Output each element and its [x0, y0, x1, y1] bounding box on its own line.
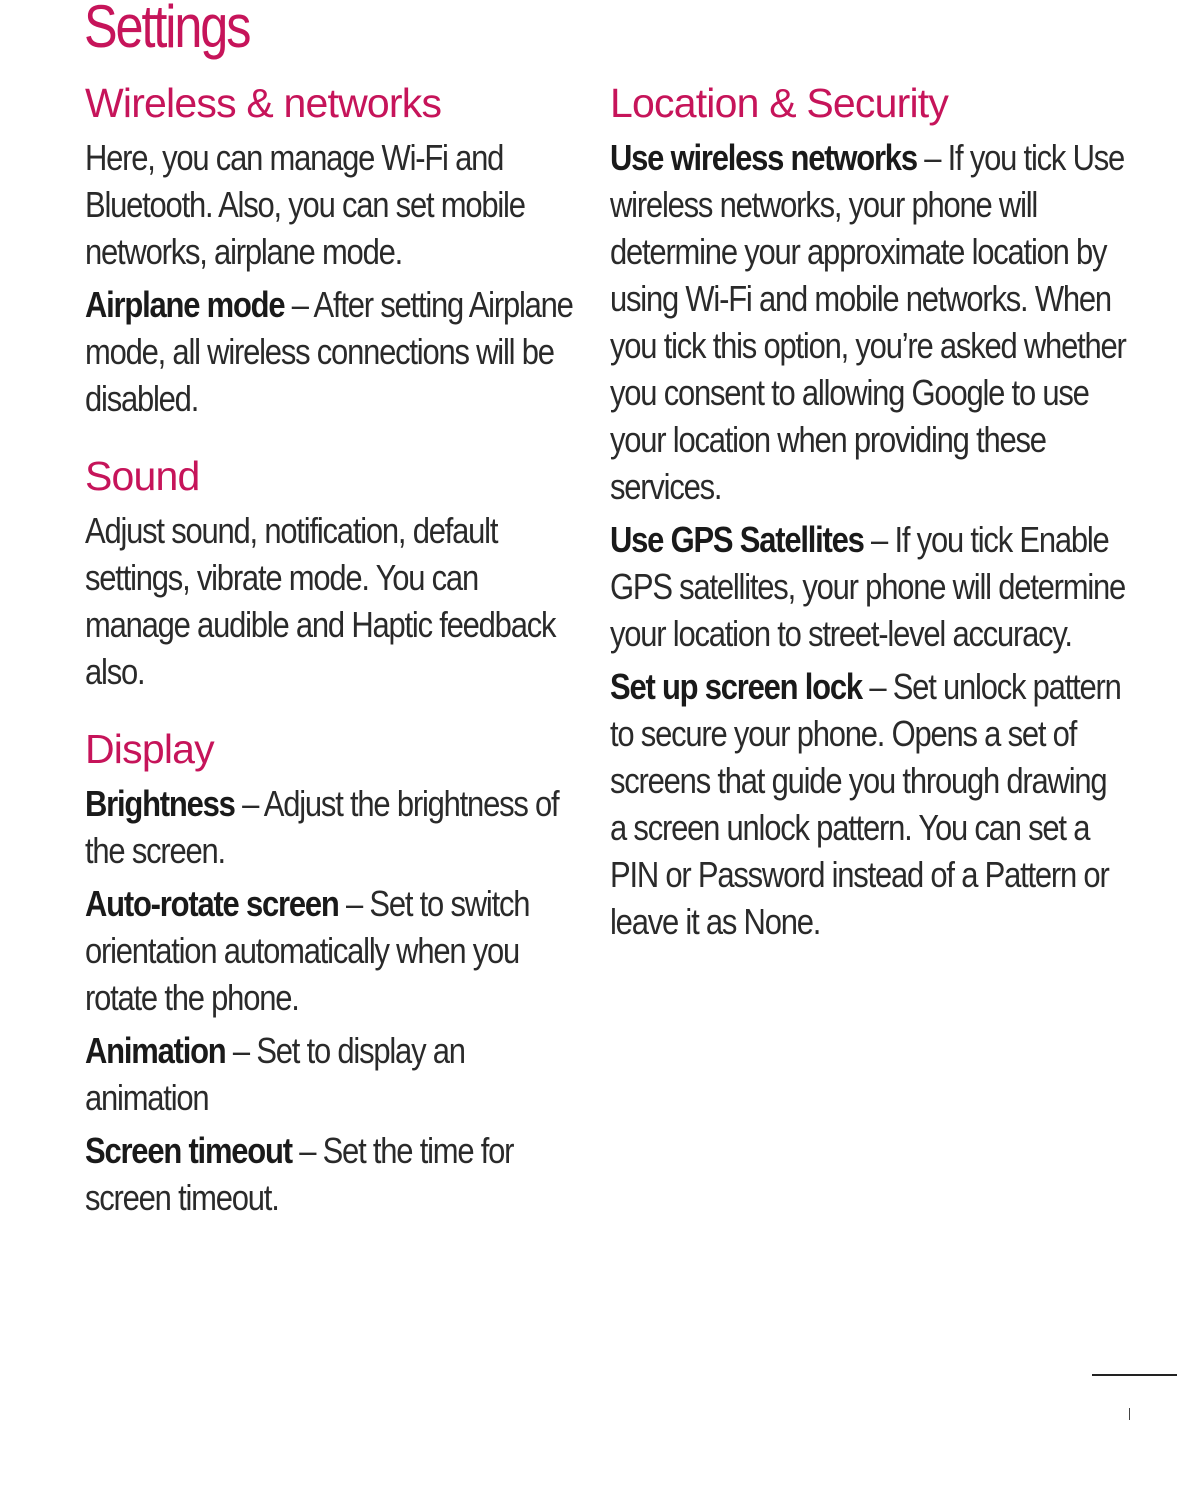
- screen-timeout-term: Screen timeout: [85, 1130, 292, 1171]
- brightness-term: Brightness: [85, 783, 235, 824]
- animation-item: [85, 1027, 579, 1121]
- section-heading-location: Location & Security: [610, 80, 949, 126]
- brightness-desc: – Adjust the brightness of the screen.: [85, 783, 559, 871]
- section-display: [85, 720, 580, 1221]
- use-gps-item: [610, 516, 1129, 657]
- section-wireless-networks: [85, 74, 580, 422]
- use-wireless-networks-desc: – If you tick Use wireless networks, your phone will determine your approximate location by using Wi-Fi and mobile networks. When you tick this option, you’re asked whether you consent to allowing Google to use your location when providing these services.: [610, 137, 1126, 507]
- section-location-security: [610, 74, 1130, 945]
- section-sound: [85, 447, 580, 695]
- screen-lock-desc: – Set unlock pattern to secure your phone. Opens a set of screens that guide you through drawing a screen unlock pattern. You can set a PIN or Password instead of a Pattern or leave it as None.: [610, 666, 1121, 942]
- brightness-item: [85, 780, 579, 874]
- airplane-mode-desc: – After setting Airplane mode, all wireless connections will be disabled.: [85, 284, 573, 419]
- page-title: Settings: [84, 0, 250, 60]
- screen-timeout-item: [85, 1127, 579, 1221]
- use-gps-desc: – If you tick Enable GPS satellites, your phone will determine your location to street-level accuracy.: [610, 519, 1126, 654]
- screen-lock-term: Set up screen lock: [610, 666, 862, 707]
- auto-rotate-desc: – Set to switch orientation automatically when you rotate the phone.: [85, 883, 530, 1018]
- auto-rotate-item: [85, 880, 579, 1021]
- page-number-mark: [1129, 1408, 1130, 1420]
- section-heading-sound: Sound: [85, 453, 200, 499]
- right-column: [610, 74, 1130, 970]
- screen-timeout-desc: – Set the time for screen timeout.: [85, 1130, 514, 1218]
- wireless-intro: Here, you can manage Wi-Fi and Bluetooth. Also, you can set mobile networks, airplane mode.: [85, 137, 525, 272]
- animation-term: Animation: [85, 1030, 226, 1071]
- section-heading-display: Display: [85, 726, 214, 772]
- section-heading-wireless: Wireless & networks: [85, 80, 442, 126]
- use-gps-term: Use GPS Satellites: [610, 519, 864, 560]
- left-column: [85, 74, 580, 1246]
- auto-rotate-term: Auto-rotate screen: [85, 883, 339, 924]
- animation-desc: – Set to display an animation: [85, 1030, 465, 1118]
- footer-rule: [1092, 1374, 1177, 1376]
- use-wireless-networks-item: [610, 134, 1129, 510]
- use-wireless-networks-term: Use wireless networks: [610, 137, 917, 178]
- airplane-mode-term: Airplane mode: [85, 284, 285, 325]
- sound-desc: Adjust sound, notification, default settings, vibrate mode. You can manage audible and Haptic feedback also.: [85, 510, 556, 692]
- airplane-mode-item: [85, 281, 579, 422]
- screen-lock-item: [610, 663, 1129, 945]
